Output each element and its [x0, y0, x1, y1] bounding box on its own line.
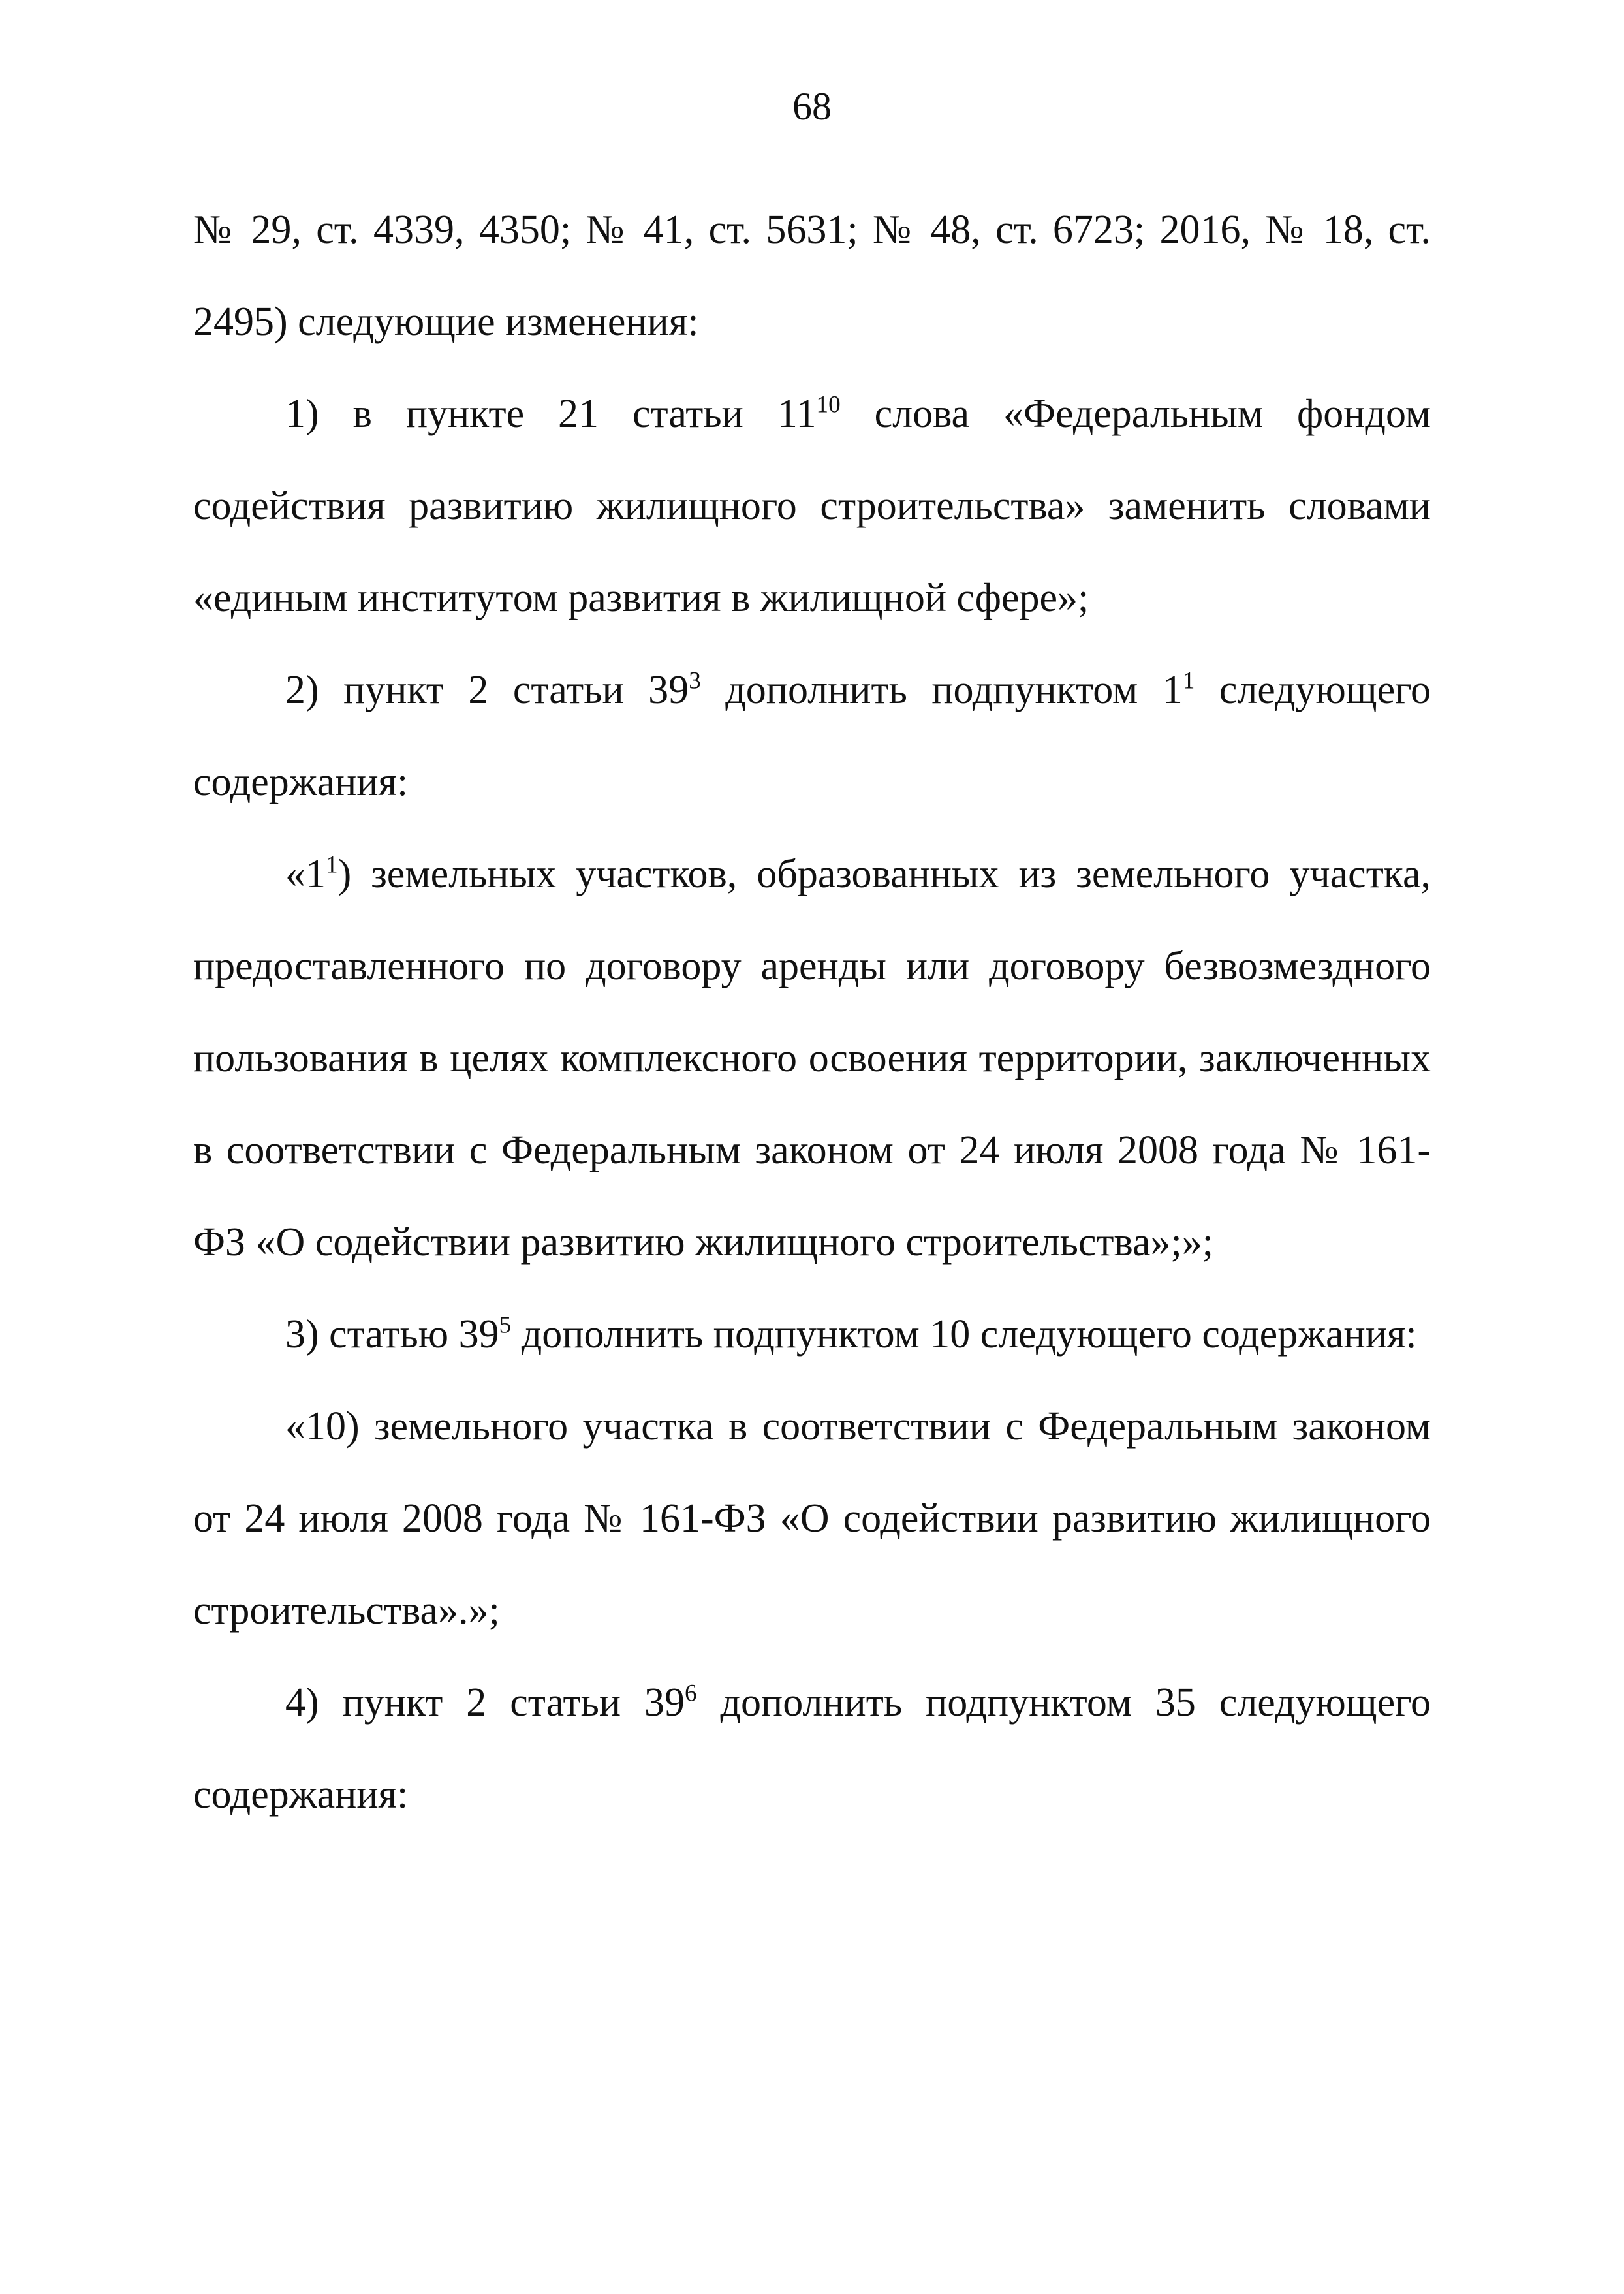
paragraph-text: дополнить подпунктом 1	[700, 668, 1183, 712]
paragraph-text: «10) земельного участка в соответствии с Федеральным законом от 24 июля 2008 года № 161-ФЗ «О содействии развитию жилищного строительства».»;	[193, 1404, 1431, 1633]
paragraph-3	[193, 644, 1431, 828]
paragraph-4	[193, 828, 1431, 1289]
paragraph-text: 3) статью 39	[285, 1312, 499, 1357]
paragraph-text: дополнить подпунктом 10 следующего содержания:	[511, 1312, 1417, 1357]
page-number: 68	[792, 85, 832, 128]
paragraph-text: 4) пункт 2 статьи 39	[285, 1680, 685, 1725]
paragraph-text: 1) в пункте 21 статьи 11	[285, 392, 817, 436]
paragraph-text: ) земельных участков, образованных из земельного участка, предоставленного по договору аренды или договору безвозмездного пользования в целях комплексного освоения территории, заключенных в соответствии с Федеральным законом от 24 июля 2008 года № 161-ФЗ «О содействии развитию жилищного строительства»;»;	[193, 852, 1431, 1265]
paragraph-2	[193, 368, 1431, 644]
paragraph-text: дополнить подпунктом 35 следующего содержания:	[193, 1680, 1431, 1817]
paragraph-5	[193, 1289, 1431, 1381]
superscript-index: 1	[326, 851, 338, 879]
superscript-index: 3	[689, 667, 701, 695]
paragraph-text: № 29, ст. 4339, 4350; № 41, ст. 5631; № 48, ст. 6723; 2016, № 18, ст. 2495) следующие изменения:	[193, 208, 1431, 344]
paragraph-text: 2) пункт 2 статьи 39	[285, 668, 689, 712]
superscript-index: 1	[1182, 667, 1195, 695]
paragraph-7	[193, 1657, 1431, 1841]
paragraph-text: слова «Федеральным фондом содействия развитию жилищного строительства» заменить словами «единым институтом развития в жилищной сфере»;	[193, 392, 1431, 620]
paragraph-text: следующего содержания:	[193, 668, 1431, 804]
superscript-index: 6	[684, 1680, 697, 1707]
paragraph-1	[193, 184, 1431, 368]
document-body	[193, 184, 1431, 1841]
superscript-index: 10	[816, 391, 841, 418]
paragraph-6	[193, 1381, 1431, 1657]
superscript-index: 5	[499, 1312, 512, 1339]
paragraph-text: «1	[285, 852, 326, 896]
